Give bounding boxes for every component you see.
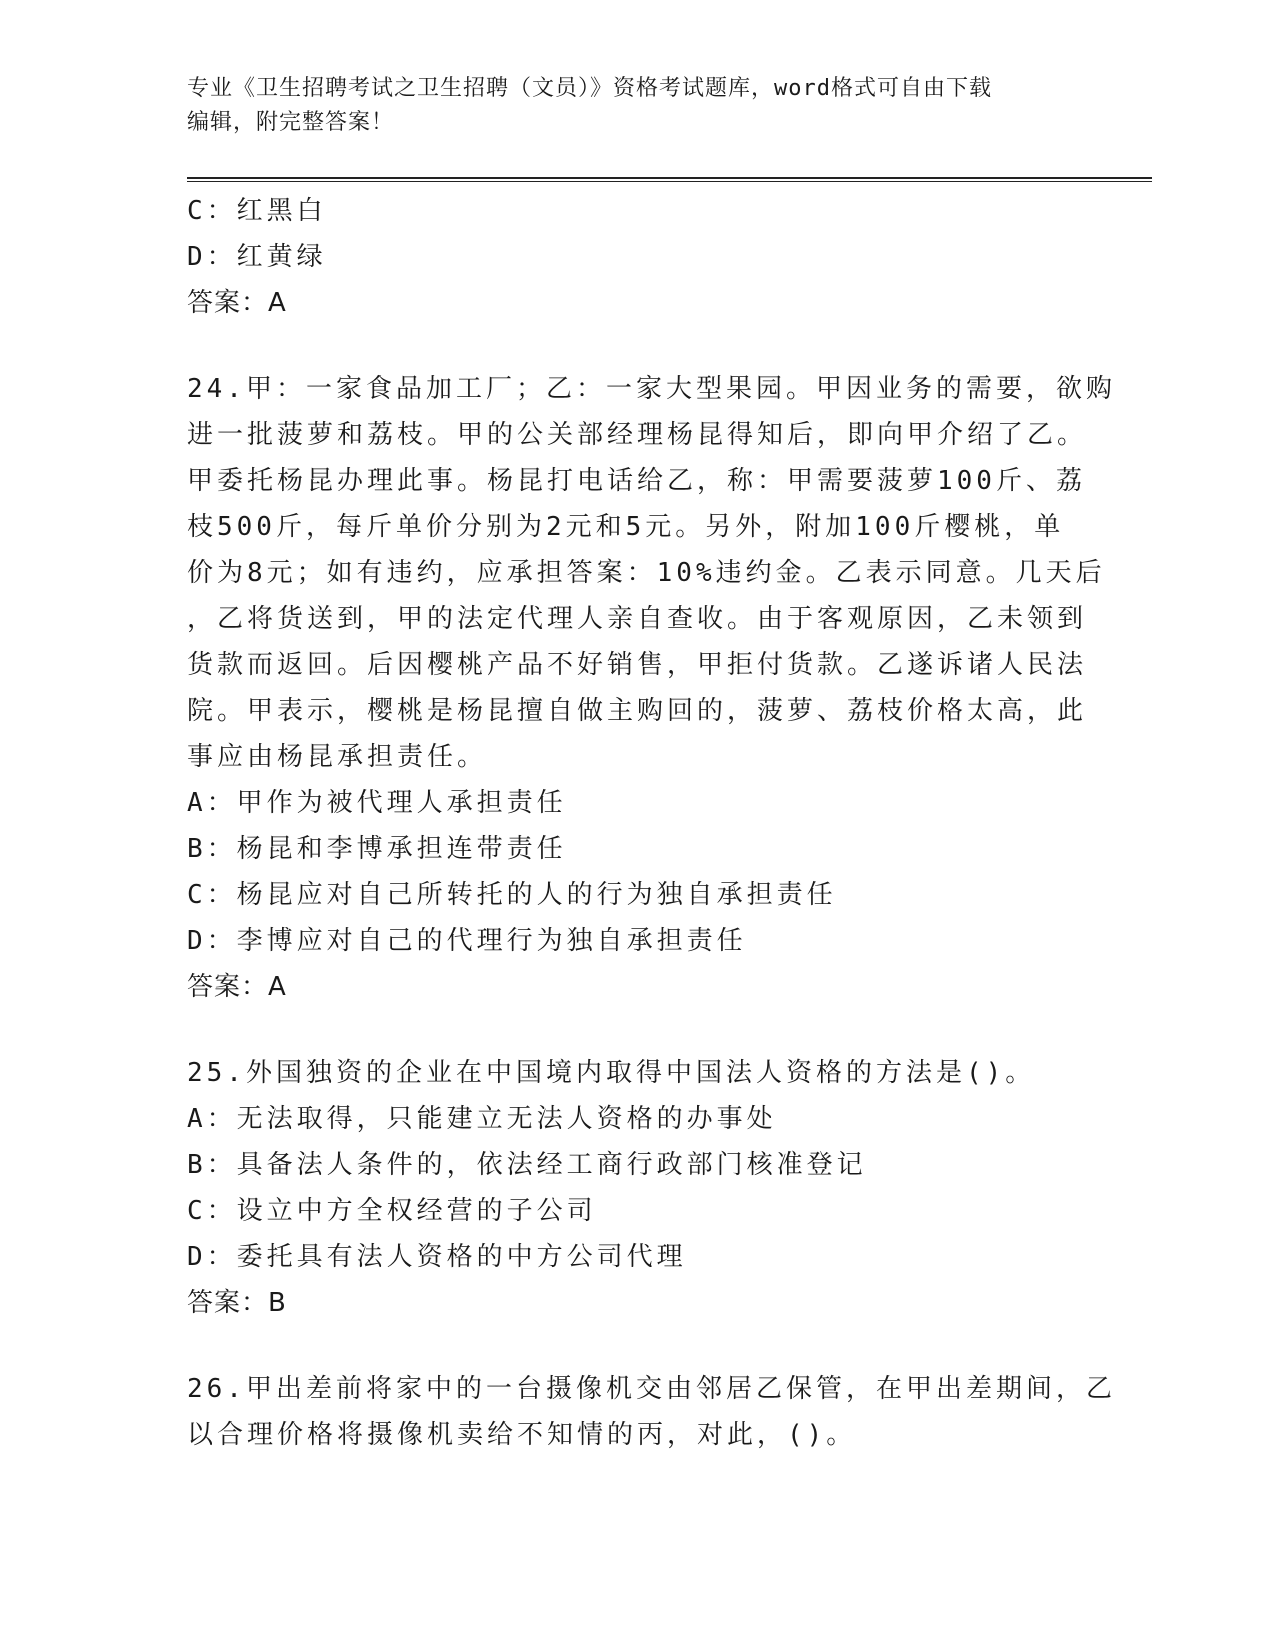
answer-line: 答案：A <box>187 972 287 1002</box>
spacer <box>187 326 1087 366</box>
spacer <box>187 1010 1087 1050</box>
stem-line: 甲委托杨昆办理此事。杨昆打电话给乙，称：甲需要菠萝100斤、荔 <box>187 466 1086 496</box>
question-stem <box>187 366 1116 780</box>
stem-line: 货款而返回。后因樱桃产品不好销售，甲拒付货款。乙遂诉诸人民法 <box>187 650 1088 680</box>
option-a: A：甲作为被代理人承担责任 <box>187 788 567 818</box>
header-divider <box>187 177 1152 182</box>
header-line: 编辑，附完整答案！ <box>187 110 395 135</box>
option-b: B：具备法人条件的，依法经工商行政部门核准登记 <box>187 1150 867 1180</box>
stem-line: ，乙将货送到，甲的法定代理人亲自查收。由于客观原因，乙未领到 <box>187 604 1088 634</box>
stem-line: 26.甲出差前将家中的一台摄像机交由邻居乙保管，在甲出差期间，乙 <box>187 1374 1116 1404</box>
question-stem <box>187 1366 1116 1458</box>
stem-line: 进一批菠萝和荔枝。甲的公关部经理杨昆得知后，即向甲介绍了乙。 <box>187 420 1088 450</box>
stem-line: 25.外国独资的企业在中国境内取得中国法人资格的方法是()。 <box>187 1058 1036 1088</box>
stem-line: 24.甲：一家食品加工厂；乙：一家大型果园。甲因业务的需要，欲购 <box>187 374 1116 404</box>
question-25 <box>187 1050 1087 1326</box>
stem-line: 价为8元；如有违约，应承担答案：10%违约金。乙表示同意。几天后 <box>187 558 1106 588</box>
answer-line: 答案：B <box>187 1288 287 1318</box>
option-c: C：杨昆应对自己所转托的人的行为独自承担责任 <box>187 880 837 910</box>
option-b: B：杨昆和李博承担连带责任 <box>187 834 567 864</box>
header-line: 专业《卫生招聘考试之卫生招聘（文员）》资格考试题库，word格式可自由下载 <box>187 76 992 101</box>
document-header <box>187 72 1067 140</box>
option-c: C：设立中方全权经营的子公司 <box>187 1196 597 1226</box>
option-d: D：红黄绿 <box>187 242 327 272</box>
option-d: D：委托具有法人资格的中方公司代理 <box>187 1242 687 1272</box>
stem-line: 院。甲表示，樱桃是杨昆擅自做主购回的，菠萝、荔枝价格太高，此 <box>187 696 1088 726</box>
question-26 <box>187 1366 1116 1458</box>
option-a: A：无法取得，只能建立无法人资格的办事处 <box>187 1104 777 1134</box>
stem-line: 枝500斤，每斤单价分别为2元和5元。另外，附加100斤樱桃，单 <box>187 512 1065 542</box>
option-c: C：红黑白 <box>187 196 327 226</box>
question-stem <box>187 1050 1087 1096</box>
question-23-partial <box>187 188 1087 326</box>
answer-line: 答案：A <box>187 288 287 318</box>
question-24 <box>187 366 1116 1010</box>
option-d: D：李博应对自己的代理行为独自承担责任 <box>187 926 747 956</box>
stem-line: 事应由杨昆承担责任。 <box>187 742 488 772</box>
spacer <box>187 1326 1087 1366</box>
stem-line: 以合理价格将摄像机卖给不知情的丙，对此，()。 <box>187 1420 857 1450</box>
document-body <box>187 188 1116 1458</box>
